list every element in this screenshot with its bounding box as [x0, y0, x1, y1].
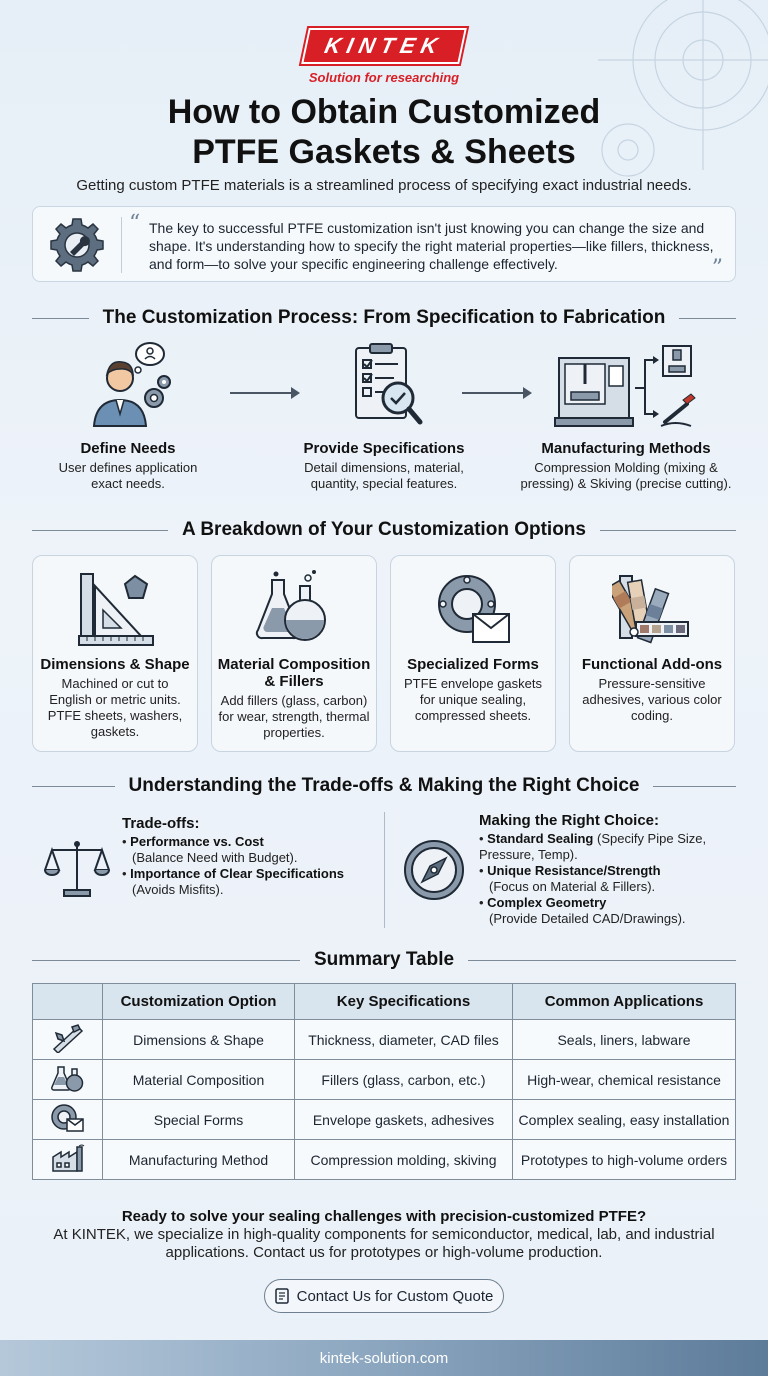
heading-rule-left: [32, 786, 115, 787]
list-item: • Importance of Clear Specifications (Avoids Misfits).: [122, 866, 372, 898]
compass-icon: [402, 838, 466, 902]
card-title: Material Composition & Fillers: [217, 656, 371, 690]
step-title: Define Needs: [80, 440, 176, 457]
summary-section-heading: [32, 946, 736, 974]
option-cell: Manufacturing Method: [103, 1140, 295, 1180]
row-icon-cell: [33, 1060, 103, 1100]
option-cell: Special Forms: [103, 1100, 295, 1140]
callout-text: The key to successful PTFE customization isn't just knowing you can change the size and shape. It's understanding how to specify the right material properties—like fillers, thickness, and form—to solve your specific engineering challenge effectively.: [149, 220, 714, 272]
step-description: Detail dimensions, material, quantity, special features.: [304, 460, 464, 491]
page-title-line1: How to Obtain Customized: [167, 93, 601, 131]
applications-cell: Complex sealing, easy installation: [513, 1100, 736, 1140]
flasks-icon: [254, 570, 334, 648]
option-cell: Material Composition: [103, 1060, 295, 1100]
person-thinking-icon: [80, 340, 176, 432]
footer-url-link[interactable]: kintek-solution.com: [319, 1349, 449, 1367]
right-choice-panel: [479, 812, 739, 927]
card-description: PTFE envelope gaskets for unique sealing, compressed sheets.: [403, 676, 543, 723]
table-header-row: [33, 984, 736, 1020]
applications-cell: Prototypes to high-volume orders: [513, 1140, 736, 1180]
specs-cell: Fillers (glass, carbon, etc.): [295, 1060, 513, 1100]
checklist-magnifier-icon: [336, 340, 432, 432]
gasket-envelope-icon: [50, 1103, 86, 1133]
heading-rule-right: [679, 318, 736, 319]
step-description: User defines application exact needs.: [58, 460, 198, 491]
applications-cell: High-wear, chemical resistance: [513, 1060, 736, 1100]
ruler-triangle-icon: [75, 570, 155, 648]
heading-rule-left: [32, 530, 168, 531]
list-item: • Complex Geometry (Provide Detailed CAD/Drawings).: [479, 895, 739, 927]
page-title: [0, 92, 768, 172]
column-header: [33, 984, 103, 1020]
key-insight-callout: [32, 206, 736, 282]
flasks-icon: [50, 1063, 86, 1093]
tradeoffs-list: [122, 834, 372, 898]
heading-rule-right: [600, 530, 736, 531]
card-description: Machined or cut to English or metric units. PTFE sheets, washers, gaskets.: [47, 676, 183, 739]
cta-body: At KINTEK, we specialize in high-quality components for semiconductor, medical, lab, and industrial applications. Contact us for prototypes or high-volume production.: [53, 1226, 715, 1261]
option-card-functional-addons: [569, 555, 735, 752]
table-row: [33, 1100, 736, 1140]
page-subtitle: Getting custom PTFE materials is a streamlined process of specifying exact industrial needs.: [76, 177, 692, 194]
manufacturing-machine-icon: [551, 340, 701, 432]
tradeoffs-heading-text: Understanding the Trade-offs & Making the Right Choice: [128, 775, 640, 796]
option-card-dimensions: [32, 555, 198, 752]
gasket-envelope-icon: [433, 570, 513, 648]
card-title: Functional Add-ons: [581, 656, 723, 673]
callout-divider: [121, 217, 122, 273]
card-description: Pressure-sensitive adhesives, various color coding.: [582, 676, 722, 723]
column-header: Key Specifications: [295, 984, 513, 1020]
applications-cell: Seals, liners, labware: [513, 1020, 736, 1060]
balance-scale-icon: [44, 836, 110, 898]
choice-name: Unique Resistance/Strength: [487, 863, 661, 878]
heading-rule-left: [32, 318, 89, 319]
color-swatch-icon: [612, 570, 692, 648]
column-header: Customization Option: [103, 984, 295, 1020]
factory-icon: [50, 1143, 86, 1173]
card-title: Dimensions & Shape: [40, 656, 190, 673]
specs-cell: Compression molding, skiving: [295, 1140, 513, 1180]
process-step-provide-specifications: [274, 340, 494, 492]
close-quote-icon: ”: [711, 256, 723, 281]
choice-note: (Focus on Material & Fillers).: [489, 879, 656, 894]
brand-name: KINTEK: [301, 28, 467, 64]
options-heading-text: A Breakdown of Your Customization Options: [182, 519, 586, 540]
step-title: Manufacturing Methods: [541, 440, 711, 457]
tradeoffs-section-heading: [32, 772, 736, 800]
card-title: Specialized Forms: [407, 656, 539, 673]
specs-cell: Envelope gaskets, adhesives: [295, 1100, 513, 1140]
specs-cell: Thickness, diameter, CAD files: [295, 1020, 513, 1060]
tradeoffs-divider: [384, 812, 385, 928]
step-title: Provide Specifications: [303, 440, 465, 457]
step-description: Compression Molding (mixing & pressing) & Skiving (precise cutting).: [520, 460, 732, 491]
choice-note: (Specify Pipe Size, Pressure, Temp).: [479, 831, 707, 862]
brand-tagline: Solution for researching: [308, 70, 460, 85]
gear-wrench-icon: [47, 215, 107, 275]
row-icon-cell: [33, 1100, 103, 1140]
row-icon-cell: [33, 1020, 103, 1060]
page-title-line2: PTFE Gaskets & Sheets: [192, 133, 576, 171]
choice-name: Standard Sealing: [487, 831, 594, 846]
summary-table: [32, 983, 736, 1180]
brand-logo[interactable]: [0, 28, 768, 85]
choice-name: Complex Geometry: [487, 895, 607, 910]
footer-bar: [0, 1340, 768, 1376]
open-quote-icon: “: [129, 211, 141, 236]
process-step-define-needs: [18, 340, 238, 492]
choice-note: (Provide Detailed CAD/Drawings).: [489, 911, 686, 926]
tradeoffs-title: Trade-offs:: [122, 815, 200, 832]
list-item: • Performance vs. Cost (Balance Need with Budget).: [122, 834, 372, 866]
heading-rule-right: [468, 960, 736, 961]
tradeoff-note: (Avoids Misfits).: [132, 882, 224, 897]
column-header: Common Applications: [513, 984, 736, 1020]
options-section-heading: [32, 516, 736, 544]
card-description: Add fillers (glass, carbon) for wear, strength, thermal properties.: [218, 693, 370, 740]
heading-rule-left: [32, 960, 300, 961]
option-card-material: [211, 555, 377, 752]
row-icon-cell: [33, 1140, 103, 1180]
right-choice-list: [479, 831, 739, 927]
contact-us-label: Contact Us for Custom Quote: [296, 1287, 494, 1305]
table-row: [33, 1020, 736, 1060]
table-row: [33, 1140, 736, 1180]
list-item: • Standard Sealing (Specify Pipe Size, Pressure, Temp).: [479, 831, 707, 862]
cta-headline: Ready to solve your sealing challenges with precision-customized PTFE?: [121, 1208, 647, 1225]
process-step-manufacturing-methods: [514, 340, 738, 492]
tradeoffs-panel: [122, 815, 372, 898]
document-icon: [275, 1288, 289, 1304]
right-choice-title: Making the Right Choice:: [479, 812, 659, 829]
option-card-specialized-forms: [390, 555, 556, 752]
tradeoff-name: Performance vs. Cost: [130, 834, 264, 849]
table-row: [33, 1060, 736, 1100]
list-item: • Unique Resistance/Strength (Focus on Material & Fillers).: [479, 863, 739, 895]
tradeoff-note: (Balance Need with Budget).: [132, 850, 298, 865]
option-cell: Dimensions & Shape: [103, 1020, 295, 1060]
heading-rule-right: [653, 786, 736, 787]
summary-heading-text: Summary Table: [313, 949, 455, 970]
contact-us-button[interactable]: [264, 1279, 504, 1313]
process-heading-text: The Customization Process: From Specification to Fabrication: [102, 307, 666, 328]
process-section-heading: [32, 304, 736, 332]
caliper-icon: [50, 1023, 86, 1053]
tradeoff-name: Importance of Clear Specifications: [130, 866, 345, 881]
